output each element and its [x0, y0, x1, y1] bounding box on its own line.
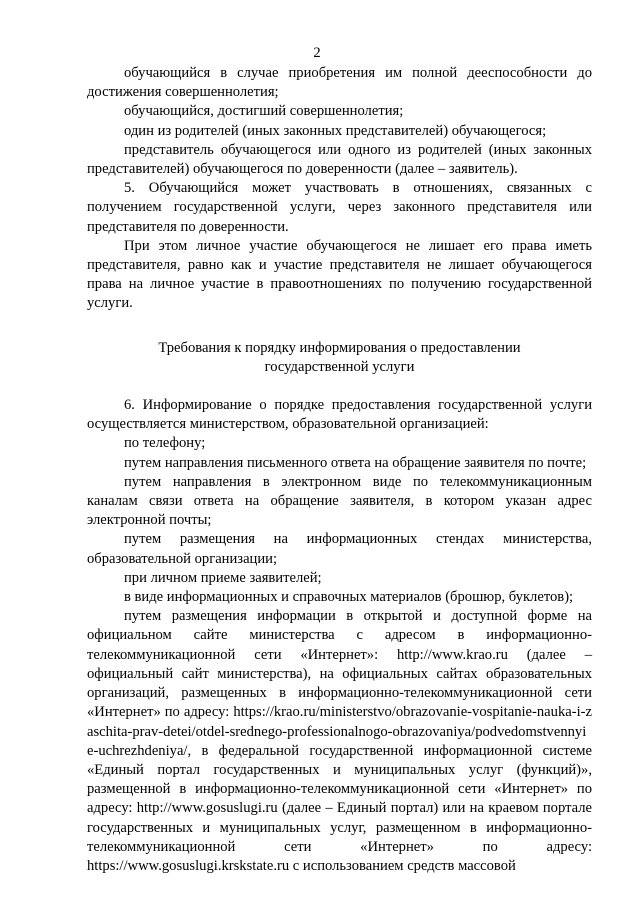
- paragraph: При этом личное участие обучающегося не лишает его права иметь представителя, равно как и участие представителя не лишает обучающегося права на личное участие в правоотношениях по получению государственной услуги.: [87, 237, 592, 312]
- final-paragraph-text-continued: , в федеральной государственной информационной системе «Единый портал государственных и муниципальных услуг (функций)», размещенной в информационно-телекоммуникационной сети «Интернет» по адресу: http://www.gosuslugi.ru (далее – Единый портал) или на краевом портале государственных и муниципальных услуг, размещенном в информационно-телекоммуникационной сети «Интернет» по адресу: https://www.gosuslugi.krskstate.ru с использованием средств массовой: [87, 742, 592, 874]
- page-number: 2: [313, 45, 321, 61]
- paragraph: путем направления в электронном виде по телекоммуникационным каналам связи ответа на обращение заявителя, в котором указан адрес электронной почты;: [87, 473, 592, 529]
- section-heading: Требования к порядку информирования о предоставлении государственной услуги: [158, 339, 521, 375]
- final-paragraph-text: путем размещения информации в открытой и доступной форме на официальном сайте министерства с адресом в информационно-телекоммуникационной сети «Интернет»: http://www.krao.ru (далее – официальный сайт министерства), на официальных сайтах образовательных организаций, размещенных в информационно-телекоммуникационной сети «Интернет» по адресу:: [87, 608, 592, 721]
- paragraph: обучающийся в случае приобретения им полной дееспособности до достижения совершеннолетия;: [87, 65, 592, 101]
- paragraph: 6. Информирование о порядке предоставления государственной услуги осуществляется министерством, образовательной организацией:: [87, 397, 592, 433]
- paragraph: 5. Обучающийся может участвовать в отношениях, связанных с получением государственной услуги, через законного представителя или представителя по доверенности.: [87, 180, 592, 235]
- paragraph: по телефону;: [124, 435, 206, 452]
- ministry-url: https://krao.ru/ministerstvo/obrazovanie-vospitanie-nauka-i-zaschita-prav-detei/otdel-srednego-professionalnogo-obrazovaniya/podvedomstvennyie-uchrezhdeniya/: [87, 704, 592, 759]
- paragraph: путем размещения на информационных стендах министерства, образовательной организации;: [87, 531, 592, 567]
- paragraph-final: [87, 607, 592, 876]
- paragraph: при личном приеме заявителей;: [124, 569, 322, 586]
- paragraph: путем направления письменного ответа на обращение заявителя по почте;: [124, 454, 587, 471]
- paragraph: представитель обучающегося или одного из родителей (иных законных представителей) обучающегося по доверенности (далее – заявитель).: [87, 141, 592, 178]
- paragraph: в виде информационных и справочных материалов (брошюр, буклетов);: [124, 589, 574, 606]
- paragraph: один из родителей (иных законных представителей) обучающегося;: [124, 122, 547, 139]
- document-body: [87, 64, 592, 876]
- paragraph: обучающийся, достигший совершеннолетия;: [124, 103, 404, 120]
